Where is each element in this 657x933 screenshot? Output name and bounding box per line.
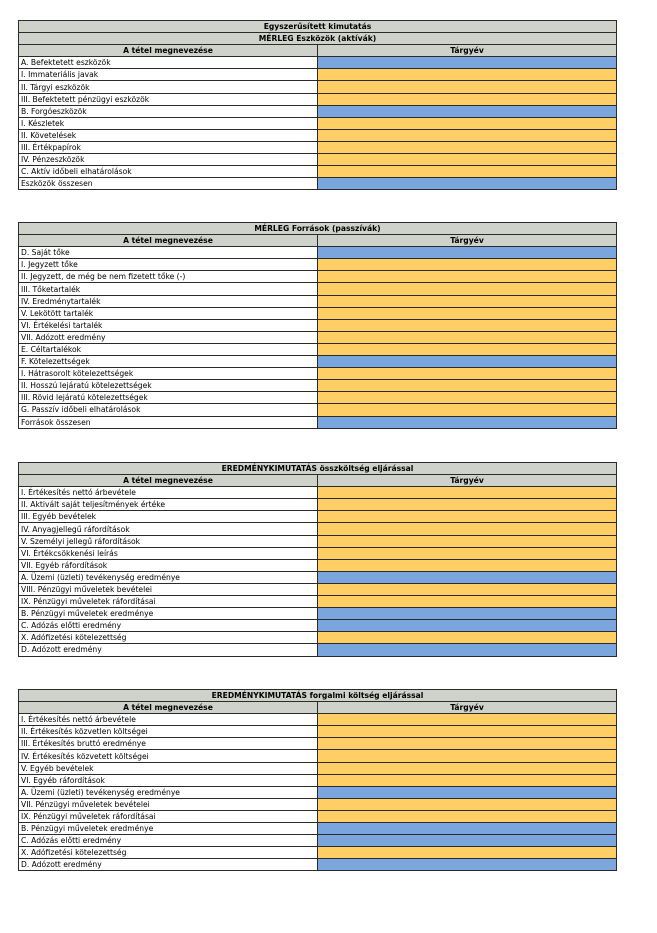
table-assets — [18, 20, 617, 190]
input-value-cell[interactable] — [318, 487, 617, 499]
row-label: III. Értékpapírok — [19, 141, 318, 153]
input-value-cell[interactable] — [318, 847, 617, 859]
column-header-label: A tétel megnevezése — [19, 235, 318, 247]
computed-value-cell — [318, 620, 617, 632]
row-label: IV. Értékesítés közvetett költségei — [19, 750, 318, 762]
input-value-cell[interactable] — [318, 117, 617, 129]
column-header-label: A tétel megnevezése — [19, 45, 318, 57]
table-row — [19, 81, 617, 93]
row-label: D. Saját tőke — [19, 247, 318, 259]
column-header-label: A tétel megnevezése — [19, 702, 318, 714]
row-label: II. Aktivált saját teljesítmények értéke — [19, 499, 318, 511]
input-value-cell[interactable] — [318, 129, 617, 141]
table-row — [19, 859, 617, 871]
assets-table — [18, 20, 617, 190]
input-value-cell[interactable] — [318, 547, 617, 559]
table-row — [19, 307, 617, 319]
input-value-cell[interactable] — [318, 750, 617, 762]
row-label: B. Pénzügyi műveletek eredménye — [19, 608, 318, 620]
row-label: I. Immateriális javak — [19, 69, 318, 81]
income-total-cost-table — [18, 462, 617, 657]
input-value-cell[interactable] — [318, 319, 617, 331]
computed-value-cell — [318, 859, 617, 871]
row-label: C. Aktív időbeli elhatárolások — [19, 166, 318, 178]
column-header-label: A tétel megnevezése — [19, 475, 318, 487]
input-value-cell[interactable] — [318, 596, 617, 608]
table-row — [19, 404, 617, 416]
row-label: VII. Egyéb ráfordítások — [19, 559, 318, 571]
row-label: II. Értékesítés közvetlen költségei — [19, 726, 318, 738]
table-title: Egyszerűsített kimutatás — [19, 21, 617, 33]
input-value-cell[interactable] — [318, 392, 617, 404]
table-row — [19, 319, 617, 331]
table-row — [19, 247, 617, 259]
table-row — [19, 69, 617, 81]
row-label: E. Céltartalékok — [19, 343, 318, 355]
column-header-value: Tárgyév — [318, 45, 617, 57]
row-label: II. Hosszú lejáratú kötelezettségek — [19, 380, 318, 392]
computed-value-cell — [318, 356, 617, 368]
input-value-cell[interactable] — [318, 632, 617, 644]
input-value-cell[interactable] — [318, 283, 617, 295]
table-row — [19, 620, 617, 632]
row-label: IX. Pénzügyi műveletek ráfordításai — [19, 596, 318, 608]
column-header-value: Tárgyév — [318, 702, 617, 714]
input-value-cell[interactable] — [318, 583, 617, 595]
table-row — [19, 499, 617, 511]
row-label: C. Adózás előtti eredmény — [19, 835, 318, 847]
row-label: VI. Értékelési tartalék — [19, 319, 318, 331]
row-label: IX. Pénzügyi műveletek ráfordításai — [19, 810, 318, 822]
computed-value-cell — [318, 105, 617, 117]
table-subtitle: MÉRLEG Eszközök (aktívák) — [19, 33, 617, 45]
table-row — [19, 608, 617, 620]
table-row — [19, 271, 617, 283]
input-value-cell[interactable] — [318, 559, 617, 571]
input-value-cell[interactable] — [318, 343, 617, 355]
table-row — [19, 295, 617, 307]
computed-value-cell — [318, 608, 617, 620]
row-label: V. Személyi jellegű ráfordítások — [19, 535, 318, 547]
computed-value-cell — [318, 786, 617, 798]
table-row — [19, 726, 617, 738]
table-row — [19, 283, 617, 295]
table-row — [19, 331, 617, 343]
row-label: I. Értékesítés nettó árbevétele — [19, 487, 318, 499]
table-row — [19, 523, 617, 535]
income-cost-of-sales-table — [18, 689, 617, 871]
row-label: IV. Anyagjellegű ráfordítások — [19, 523, 318, 535]
table-income-cost-of-sales — [18, 689, 617, 871]
input-value-cell[interactable] — [318, 141, 617, 153]
table-row — [19, 343, 617, 355]
table-row — [19, 750, 617, 762]
table-row — [19, 511, 617, 523]
table-row — [19, 596, 617, 608]
table-row — [19, 392, 617, 404]
table-row — [19, 535, 617, 547]
input-value-cell[interactable] — [318, 523, 617, 535]
input-value-cell[interactable] — [318, 307, 617, 319]
input-value-cell[interactable] — [318, 331, 617, 343]
table-row — [19, 583, 617, 595]
row-label: III. Tőketartalék — [19, 283, 318, 295]
table-row — [19, 259, 617, 271]
input-value-cell[interactable] — [318, 726, 617, 738]
table-row — [19, 714, 617, 726]
table-row — [19, 774, 617, 786]
computed-value-cell — [318, 644, 617, 656]
computed-value-cell — [318, 571, 617, 583]
row-label: X. Adófizetési kötelezettség — [19, 847, 318, 859]
row-label: I. Jegyzett tőke — [19, 259, 318, 271]
table-row — [19, 57, 617, 69]
table-row — [19, 571, 617, 583]
table-subtitle: EREDMÉNYKIMUTATÁS összköltség eljárással — [19, 463, 617, 475]
input-value-cell[interactable] — [318, 380, 617, 392]
row-label: A. Befektetett eszközök — [19, 57, 318, 69]
table-row — [19, 416, 617, 428]
row-label: I. Értékesítés nettó árbevétele — [19, 714, 318, 726]
table-row — [19, 105, 617, 117]
table-row — [19, 380, 617, 392]
table-row — [19, 762, 617, 774]
table-row — [19, 356, 617, 368]
computed-value-cell — [318, 178, 617, 190]
input-value-cell[interactable] — [318, 154, 617, 166]
table-row — [19, 487, 617, 499]
row-label: C. Adózás előtti eredmény — [19, 620, 318, 632]
row-label: VI. Egyéb ráfordítások — [19, 774, 318, 786]
table-row — [19, 547, 617, 559]
input-value-cell[interactable] — [318, 295, 617, 307]
table-row — [19, 129, 617, 141]
row-label: B. Forgóeszközök — [19, 105, 318, 117]
input-value-cell[interactable] — [318, 166, 617, 178]
input-value-cell[interactable] — [318, 368, 617, 380]
input-value-cell[interactable] — [318, 69, 617, 81]
table-row — [19, 178, 617, 190]
input-value-cell[interactable] — [318, 81, 617, 93]
row-label: I. Készletek — [19, 117, 318, 129]
row-label: VII. Pénzügyi műveletek bevételei — [19, 798, 318, 810]
input-value-cell[interactable] — [318, 738, 617, 750]
input-value-cell[interactable] — [318, 511, 617, 523]
computed-value-cell — [318, 835, 617, 847]
table-row — [19, 141, 617, 153]
row-label: III. Rövid lejáratú kötelezettségek — [19, 392, 318, 404]
input-value-cell[interactable] — [318, 810, 617, 822]
row-label: II. Tárgyi eszközök — [19, 81, 318, 93]
table-row — [19, 93, 617, 105]
row-label: V. Egyéb bevételek — [19, 762, 318, 774]
row-label: F. Kötelezettségek — [19, 356, 318, 368]
table-row — [19, 810, 617, 822]
computed-value-cell — [318, 57, 617, 69]
input-value-cell[interactable] — [318, 499, 617, 511]
input-value-cell[interactable] — [318, 535, 617, 547]
row-label: B. Pénzügyi műveletek eredménye — [19, 823, 318, 835]
computed-value-cell — [318, 416, 617, 428]
row-label: I. Hátrasorolt kötelezettségek — [19, 368, 318, 380]
row-label: Eszközök összesen — [19, 178, 318, 190]
row-label: IV. Pénzeszközök — [19, 154, 318, 166]
table-row — [19, 786, 617, 798]
column-header-value: Tárgyév — [318, 475, 617, 487]
table-row — [19, 559, 617, 571]
row-label: X. Adófizetési kötelezettség — [19, 632, 318, 644]
input-value-cell[interactable] — [318, 271, 617, 283]
table-row — [19, 154, 617, 166]
row-label: D. Adózott eredmény — [19, 644, 318, 656]
table-subtitle: MÉRLEG Források (passzívák) — [19, 223, 617, 235]
input-value-cell[interactable] — [318, 714, 617, 726]
table-liabilities — [18, 222, 617, 429]
column-header-value: Tárgyév — [318, 235, 617, 247]
input-value-cell[interactable] — [318, 259, 617, 271]
input-value-cell[interactable] — [318, 798, 617, 810]
table-row — [19, 632, 617, 644]
row-label: VII. Adózott eredmény — [19, 331, 318, 343]
row-label: V. Lekötött tartalék — [19, 307, 318, 319]
table-row — [19, 738, 617, 750]
liabilities-table — [18, 222, 617, 429]
table-row — [19, 798, 617, 810]
row-label: D. Adózott eredmény — [19, 859, 318, 871]
table-row — [19, 847, 617, 859]
row-label: II. Követelések — [19, 129, 318, 141]
table-income-total-cost — [18, 462, 617, 657]
row-label: G. Passzív időbeli elhatárolások — [19, 404, 318, 416]
input-value-cell[interactable] — [318, 762, 617, 774]
table-row — [19, 823, 617, 835]
row-label: A. Üzemi (üzleti) tevékenység eredménye — [19, 786, 318, 798]
row-label: III. Befektetett pénzügyi eszközök — [19, 93, 318, 105]
input-value-cell[interactable] — [318, 774, 617, 786]
row-label: Források összesen — [19, 416, 318, 428]
computed-value-cell — [318, 823, 617, 835]
input-value-cell[interactable] — [318, 93, 617, 105]
table-row — [19, 368, 617, 380]
table-row — [19, 644, 617, 656]
row-label: A. Üzemi (üzleti) tevékenység eredménye — [19, 571, 318, 583]
row-label: III. Értékesítés bruttó eredménye — [19, 738, 318, 750]
table-subtitle: EREDMÉNYKIMUTATÁS forgalmi költség eljárással — [19, 690, 617, 702]
row-label: VI. Értékcsökkenési leírás — [19, 547, 318, 559]
row-label: III. Egyéb bevételek — [19, 511, 318, 523]
input-value-cell[interactable] — [318, 404, 617, 416]
row-label: IV. Eredménytartalék — [19, 295, 318, 307]
table-row — [19, 835, 617, 847]
row-label: VIII. Pénzügyi műveletek bevételei — [19, 583, 318, 595]
table-row — [19, 166, 617, 178]
table-row — [19, 117, 617, 129]
computed-value-cell — [318, 247, 617, 259]
row-label: II. Jegyzett, de még be nem fizetett tőke (-) — [19, 271, 318, 283]
